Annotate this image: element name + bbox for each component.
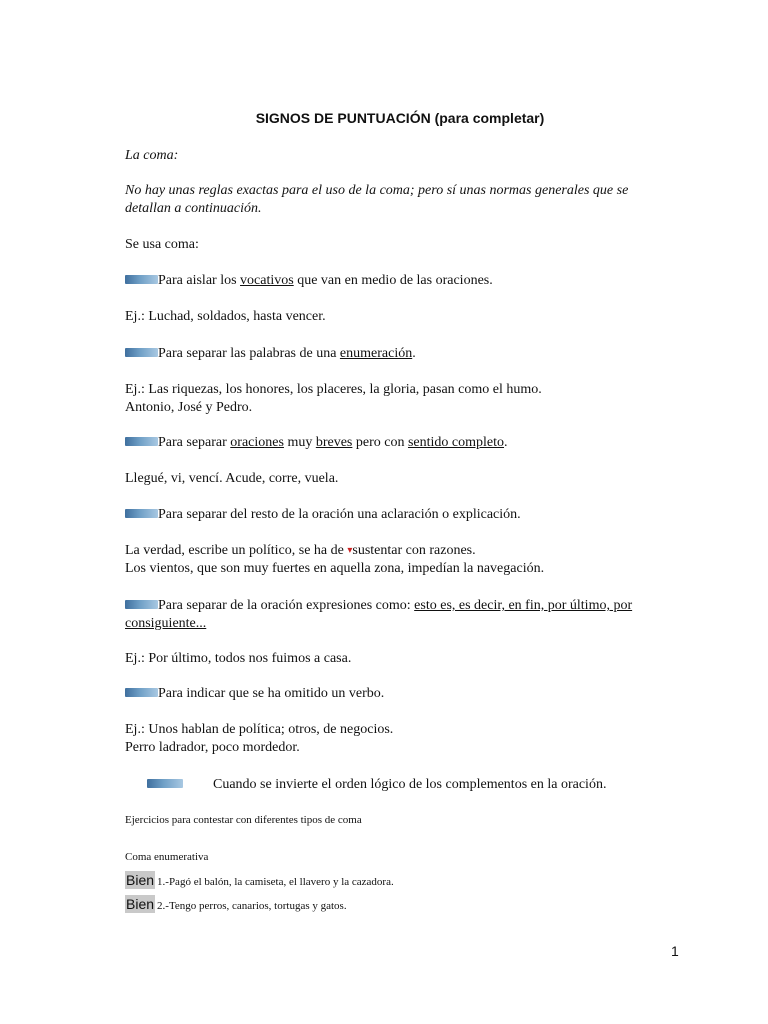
example-vocativos: Ej.: Luchad, soldados, hasta vencer. (125, 309, 326, 324)
rule-text: Para separar del resto de la oración una aclaración o explicación. (158, 507, 521, 522)
intro-line-1: No hay unas reglas exactas para el uso de la coma; pero sí unas normas generales que se (125, 183, 629, 198)
rule-text: Para separar las palabras de una (158, 346, 340, 361)
example-text: sustentar con razones. (352, 543, 476, 558)
rule-vocativos (125, 272, 493, 290)
example-text: La verdad, escribe un político, se ha de (125, 543, 348, 558)
rule-text: Para separar de la oración expresiones como: (158, 598, 415, 613)
rule-orden-logico (147, 776, 606, 794)
example-verbo-omitido-1: Ej.: Unos hablan de política; otros, de negocios. (125, 722, 394, 737)
example-enumeracion-2: Antonio, José y Pedro. (125, 400, 253, 415)
example-aclaracion-1 (125, 542, 476, 560)
example-expresiones: Ej.: Por último, todos nos fuimos a casa. (125, 651, 352, 666)
answer-text: 1.-Pagó el balón, la camiseta, el llavero y la cazadora. (157, 876, 394, 888)
rule-expresiones-cont (125, 615, 206, 633)
rule-verbo-omitido (125, 685, 384, 703)
intro-line-2: detallan a continuación. (125, 201, 262, 216)
rule-text: que van en medio de las oraciones. (293, 273, 493, 288)
rule-text: Para aislar los (158, 273, 241, 288)
section-heading: La coma: (125, 148, 179, 163)
underlined-term: consiguiente... (125, 616, 207, 631)
answer-label: Bien (126, 896, 155, 912)
page-number: 1 (671, 943, 679, 959)
answer-text: 2.-Tengo perros, canarios, tortugas y gatos. (157, 900, 347, 912)
rule-text: pero con (352, 435, 408, 450)
rule-oraciones-breves (125, 434, 508, 452)
exercises-heading: Ejercicios para contestar con diferentes tipos de coma (125, 814, 362, 826)
underlined-term: vocativos (240, 273, 294, 288)
exercise-type: Coma enumerativa (125, 851, 209, 863)
rule-text: Para indicar que se ha omitido un verbo. (158, 686, 385, 701)
rule-aclaracion (125, 506, 521, 524)
revision-mark-icon: ▾ (347, 545, 353, 556)
answer-row (125, 895, 347, 915)
bullet-icon (125, 348, 158, 357)
underlined-term: sentido completo (407, 435, 505, 450)
rule-expresiones (125, 597, 632, 615)
example-oraciones-breves: Llegué, vi, vencí. Acude, corre, vuela. (125, 471, 339, 486)
bullet-icon (125, 509, 158, 518)
answer-label: Bien (126, 872, 155, 888)
rule-text: Cuando se invierte el orden lógico de los complementos en la oración. (213, 777, 607, 792)
underlined-term: breves (315, 435, 353, 450)
se-usa-coma: Se usa coma: (125, 237, 199, 252)
underlined-term: oraciones (230, 435, 284, 450)
rule-text: . (412, 346, 416, 361)
rule-enumeracion (125, 345, 416, 363)
bullet-icon (125, 275, 158, 284)
example-enumeracion-1: Ej.: Las riquezas, los honores, los placeres, la gloria, pasan como el humo. (125, 382, 542, 397)
bullet-icon (125, 600, 158, 609)
bullet-icon (125, 688, 158, 697)
underlined-term: enumeración (339, 346, 413, 361)
rule-text: muy (283, 435, 316, 450)
page-title: SIGNOS DE PUNTUACIÓN (para completar) (255, 110, 545, 126)
rule-text: Para separar (158, 435, 231, 450)
example-aclaracion-2: Los vientos, que son muy fuertes en aquella zona, impedían la navegación. (125, 561, 545, 576)
example-verbo-omitido-2: Perro ladrador, poco mordedor. (125, 740, 300, 755)
bullet-icon (147, 779, 183, 788)
underlined-term: esto es, es decir, en fin, por último, por (414, 598, 633, 613)
answer-row (125, 871, 394, 891)
rule-text: . (504, 435, 508, 450)
bullet-icon (125, 437, 158, 446)
